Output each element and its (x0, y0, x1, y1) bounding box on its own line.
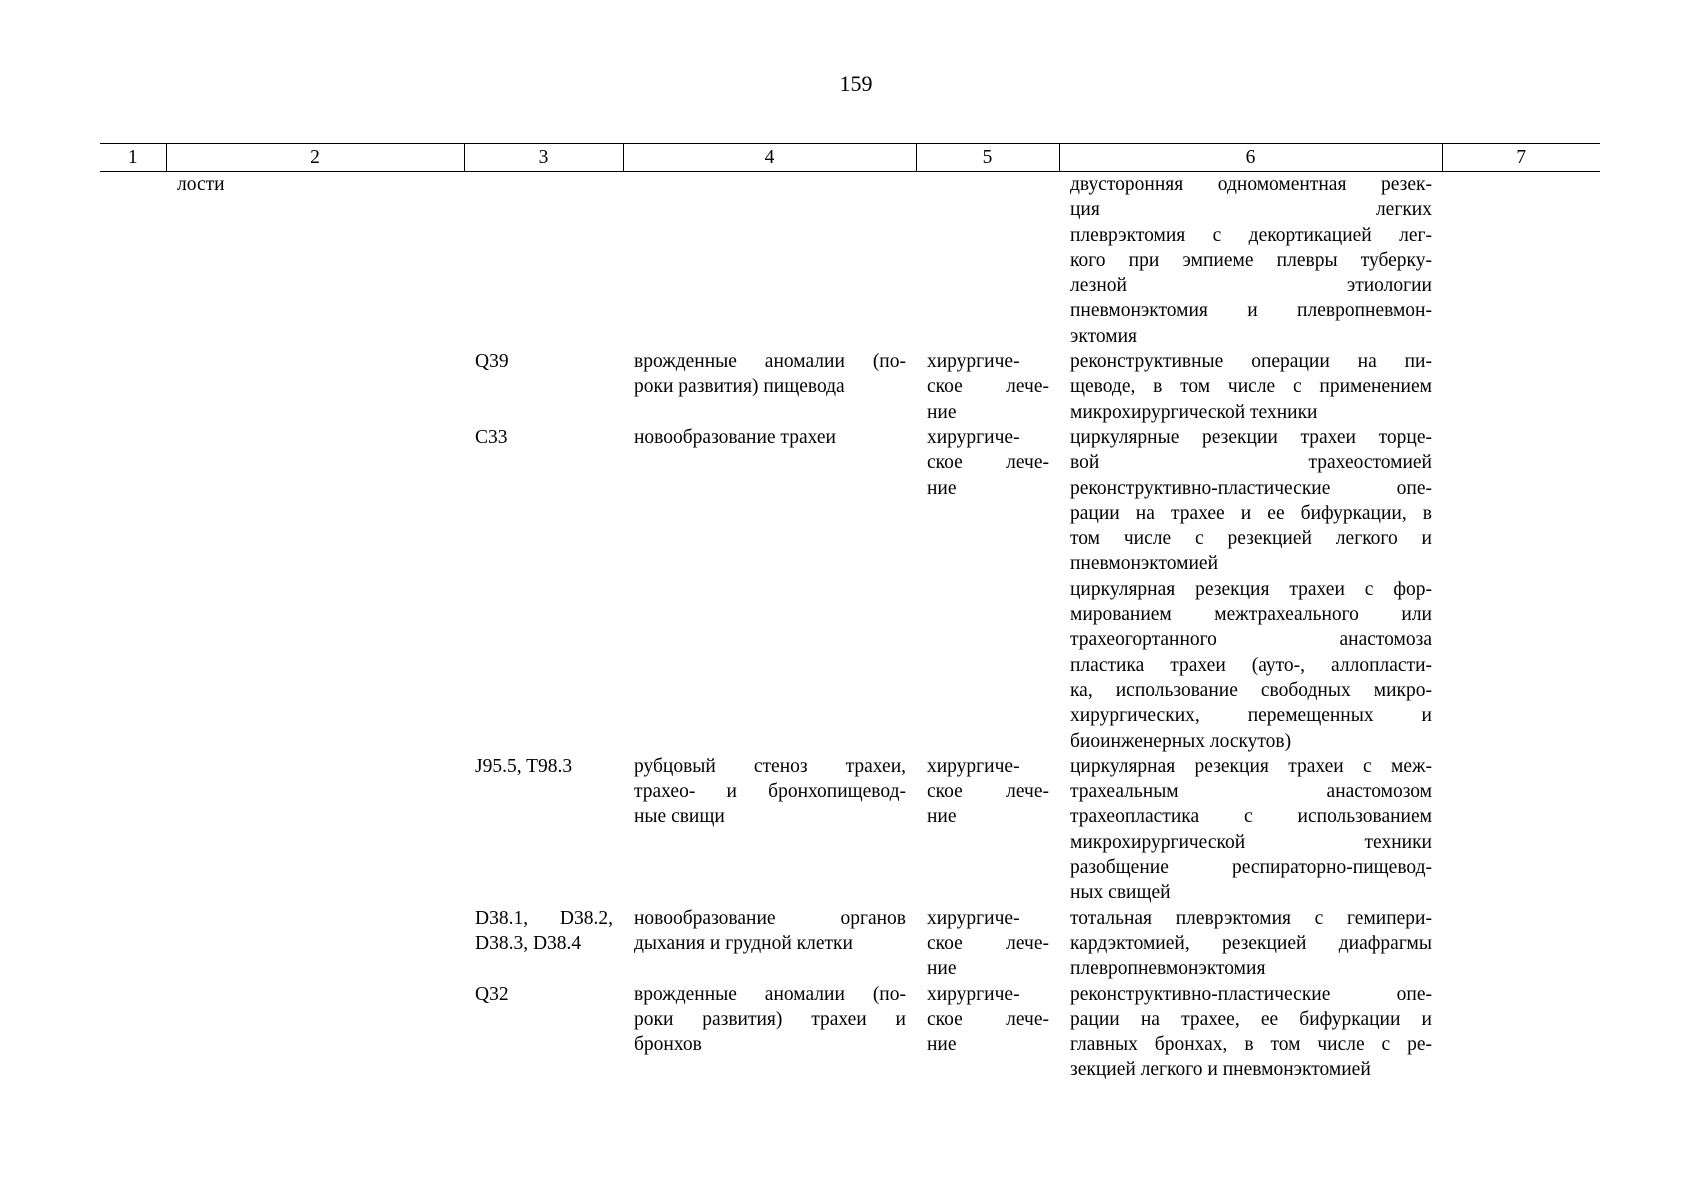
text-line: щеводе, в том числе с применением (1070, 376, 1432, 398)
column-number: 6 (1059, 144, 1442, 172)
cell-treatment-type (916, 349, 1059, 425)
text-line: лезной этиологии (1070, 275, 1432, 297)
table-row (100, 425, 1600, 754)
table-row (100, 754, 1600, 906)
text-line: врожденные аномалии (по- (634, 351, 906, 373)
cell-profile: лости (177, 174, 225, 195)
cell-profile (166, 349, 464, 425)
text-line: трахеопластика с использованием (1070, 806, 1432, 828)
cell-profile (166, 425, 464, 754)
cell-treatment-method (1059, 982, 1442, 1083)
cell-diagnosis (623, 349, 916, 425)
text-line: ние (927, 806, 957, 828)
text-line: ние (927, 1034, 957, 1056)
text-line: трахео- и бронхопищевод- (634, 781, 906, 803)
text-line: хирургиче- (927, 426, 1020, 448)
cell-col7 (1442, 172, 1600, 350)
text-line: ние (927, 401, 957, 423)
text-line: ние (927, 477, 957, 499)
text-line: ское лече- (927, 1008, 1049, 1030)
cell-icd-code: Q32 (475, 983, 509, 1005)
text-line: вой трахеостомией (1070, 452, 1432, 474)
cell-icd-code: J95.5, T98.3 (475, 755, 573, 777)
page-number: 159 (839, 71, 873, 96)
text-line: рации на трахее, ее бифуркации и (1070, 1008, 1432, 1030)
text-line: тотальная плеврэктомия с гемипери- (1070, 907, 1432, 929)
text-line: хирургиче- (927, 983, 1020, 1005)
text-line: ные свищи (634, 806, 725, 828)
table-body (100, 172, 1600, 1083)
cell-treatment-method (1059, 754, 1442, 906)
text-line: циркулярная резекция трахеи с фор- (1070, 578, 1432, 600)
text-line: рубцовый стеноз трахеи, (634, 755, 906, 777)
text-line: ных свищей (1070, 882, 1171, 904)
cell-treatment-type (916, 982, 1059, 1083)
table-row (100, 172, 1600, 350)
column-number: 4 (623, 144, 916, 172)
cell-treatment-type (916, 754, 1059, 906)
column-number-row (100, 144, 1600, 172)
cell-treatment-method (1059, 425, 1442, 754)
cell-treatment-type (916, 172, 1059, 350)
text-line: врожденные аномалии (по- (634, 983, 906, 1005)
text-line: пневмонэктомией (1070, 553, 1219, 575)
text-line: микрохирургической техники (1070, 831, 1432, 853)
cell-treatment-type (916, 906, 1059, 982)
cell-col7 (1442, 982, 1600, 1083)
procedures-table (100, 143, 1600, 1083)
text-line: ние (927, 958, 957, 980)
cell-col1 (100, 906, 166, 982)
text-line: зекцией легкого и пневмонэктомией (1070, 1059, 1371, 1081)
cell-treatment-type (916, 425, 1059, 754)
column-number: 7 (1442, 144, 1600, 172)
cell-col7 (1442, 754, 1600, 906)
cell-profile (166, 754, 464, 906)
text-line: трахеогортанного анастомоза (1070, 629, 1432, 651)
text-line: ское лече- (927, 932, 1049, 954)
column-number: 1 (100, 144, 166, 172)
column-number: 2 (166, 144, 464, 172)
cell-col1 (100, 349, 166, 425)
text-line: циркулярная резекция трахеи с меж- (1070, 755, 1432, 777)
text-line: разобщение респираторно-пищевод- (1070, 857, 1432, 879)
cell-profile (166, 982, 464, 1083)
text-line: ция легких (1070, 199, 1432, 221)
text-line: главных бронхах, в том числе с ре- (1070, 1034, 1432, 1056)
text-line: циркулярные резекции трахеи торце- (1070, 426, 1432, 448)
text-line: трахеальным анастомозом (1070, 781, 1432, 803)
text-line: микрохирургической техники (1070, 401, 1318, 423)
text-line: биоинженерных лоскутов) (1070, 730, 1292, 752)
table-row (100, 349, 1600, 425)
cell-icd-code (464, 172, 623, 350)
text-line: том числе с резекцией легкого и (1070, 528, 1432, 550)
text-line: ка, использование свободных микро- (1070, 679, 1432, 701)
cell-col1 (100, 425, 166, 754)
text-line: плевропневмонэктомия (1070, 958, 1266, 980)
text-line: хирургиче- (927, 755, 1020, 777)
text-line: ское лече- (927, 452, 1049, 474)
text-line: ское лече- (927, 376, 1049, 398)
text-line: бронхов (634, 1034, 702, 1056)
cell-icd-code: D38.1, D38.2, D38.3, D38.4 (475, 907, 613, 954)
text-line: роки развития) пищевода (634, 376, 845, 398)
text-line: ское лече- (927, 781, 1049, 803)
cell-col1 (100, 982, 166, 1083)
text-line: кардэктомией, резекцией диафрагмы (1070, 932, 1432, 954)
text-line: хирургических, перемещенных и (1070, 705, 1432, 727)
cell-col7 (1442, 349, 1600, 425)
cell-col1 (100, 172, 166, 350)
text-line: реконструктивно-пластические опе- (1070, 983, 1432, 1005)
text-line: новообразование органов (634, 907, 906, 929)
table-row (100, 982, 1600, 1083)
text-line: рации на трахее и ее бифуркации, в (1070, 502, 1432, 524)
text-line: роки развития) трахеи и (634, 1008, 906, 1030)
cell-diagnosis (623, 982, 916, 1083)
text-line: двусторонняя одномоментная резек- (1070, 174, 1432, 195)
cell-treatment-method (1059, 906, 1442, 982)
text-line: хирургиче- (927, 907, 1020, 929)
text-line: мированием межтрахеального или (1070, 604, 1432, 626)
cell-col7 (1442, 425, 1600, 754)
column-number: 3 (464, 144, 623, 172)
text-line: реконструктивно-пластические опе- (1070, 477, 1432, 499)
cell-icd-code: C33 (475, 426, 508, 448)
text-line: реконструктивные операции на пи- (1070, 351, 1432, 373)
cell-diagnosis (623, 754, 916, 906)
cell-diagnosis (623, 906, 916, 982)
column-number: 5 (916, 144, 1059, 172)
text-line: эктомия (1070, 325, 1137, 347)
cell-col7 (1442, 906, 1600, 982)
text-line: хирургиче- (927, 351, 1020, 373)
text-line: новообразование трахеи (634, 426, 836, 448)
cell-diagnosis (623, 425, 916, 754)
text-line: плеврэктомия с декортикацией лег- (1070, 224, 1432, 246)
table-row (100, 906, 1600, 982)
text-line: кого при эмпиеме плевры туберку- (1070, 249, 1432, 271)
cell-treatment-method (1059, 349, 1442, 425)
cell-diagnosis (623, 172, 916, 350)
cell-col1 (100, 754, 166, 906)
cell-icd-code: Q39 (475, 351, 509, 373)
cell-profile (166, 906, 464, 982)
text-line: пластика трахеи (ауто-, аллопласти- (1070, 654, 1432, 676)
text-line: пневмонэктомия и плевропневмон- (1070, 300, 1432, 322)
text-line: дыхания и грудной клетки (634, 932, 853, 954)
cell-treatment-method (1059, 172, 1442, 350)
